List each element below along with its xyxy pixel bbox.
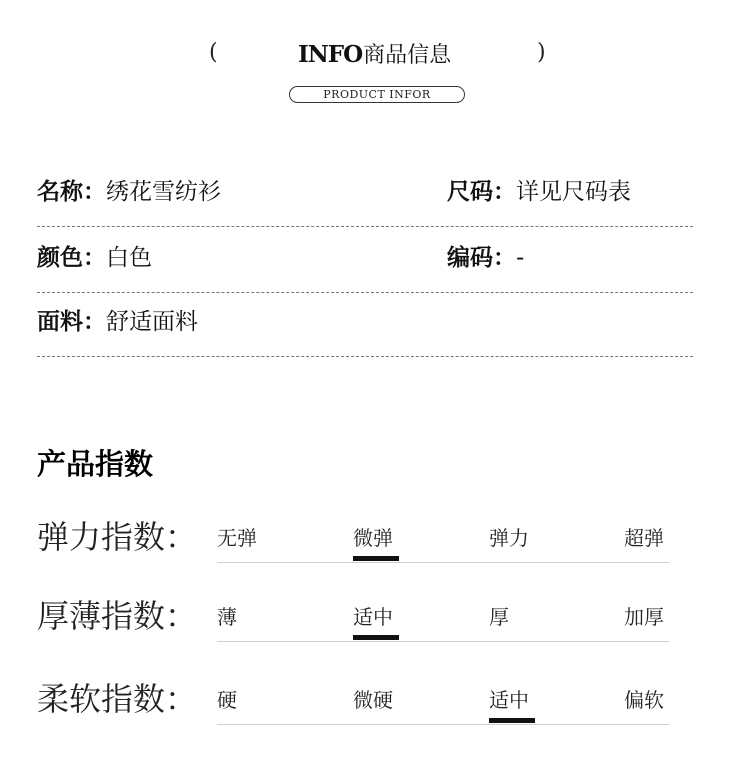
option-0: 硬 bbox=[217, 688, 237, 712]
info-row bbox=[37, 290, 693, 357]
option-1: 微弹 bbox=[353, 522, 393, 551]
option-2: 厚 bbox=[489, 605, 509, 629]
index-row-thickness bbox=[37, 591, 677, 651]
info-label: 面料： bbox=[37, 309, 106, 335]
info-value: - bbox=[516, 245, 525, 271]
info-name bbox=[37, 173, 221, 206]
index-scale bbox=[217, 684, 669, 725]
option-3: 超弹 bbox=[624, 526, 664, 550]
index-label: 厚薄指数： bbox=[37, 597, 198, 635]
selected-marker bbox=[353, 635, 399, 640]
info-label: 尺码： bbox=[447, 179, 516, 205]
info-value: 详见尺码表 bbox=[516, 179, 631, 205]
index-row-elasticity bbox=[37, 512, 677, 572]
info-label: 颜色： bbox=[37, 245, 106, 271]
info-label: 编码： bbox=[447, 245, 516, 271]
info-row bbox=[37, 160, 693, 227]
info-value: 白色 bbox=[106, 245, 152, 271]
index-label: 弹力指数： bbox=[37, 518, 198, 556]
option-0: 无弹 bbox=[217, 526, 257, 550]
selected-marker bbox=[353, 556, 399, 561]
info-size bbox=[447, 173, 631, 206]
selected-marker bbox=[489, 718, 535, 723]
option-0: 薄 bbox=[217, 605, 237, 629]
option-1: 适中 bbox=[353, 601, 393, 630]
index-row-softness bbox=[37, 674, 677, 734]
section-title: 产品指数 bbox=[37, 447, 154, 481]
info-code bbox=[447, 239, 524, 272]
title bbox=[298, 38, 451, 69]
info-row bbox=[37, 226, 693, 293]
info-value: 绣花雪纺衫 bbox=[106, 179, 221, 205]
right-bracket: ) bbox=[537, 40, 546, 65]
option-2: 弹力 bbox=[489, 526, 529, 550]
left-bracket: ( bbox=[209, 40, 218, 65]
option-2: 适中 bbox=[489, 684, 529, 713]
subtitle-pill: PRODUCT INFOR bbox=[289, 86, 465, 103]
title-cn: 商品信息 bbox=[363, 43, 452, 68]
option-3: 偏软 bbox=[624, 688, 664, 712]
header-title bbox=[0, 34, 750, 74]
option-3: 加厚 bbox=[624, 605, 664, 629]
index-scale bbox=[217, 601, 669, 642]
title-en: INFO bbox=[298, 41, 363, 68]
info-value: 舒适面料 bbox=[106, 309, 198, 335]
info-label: 名称： bbox=[37, 179, 106, 205]
option-1: 微硬 bbox=[353, 688, 393, 712]
info-color bbox=[37, 239, 152, 272]
index-label: 柔软指数： bbox=[37, 680, 198, 718]
info-fabric bbox=[37, 303, 198, 336]
index-scale bbox=[217, 522, 669, 563]
